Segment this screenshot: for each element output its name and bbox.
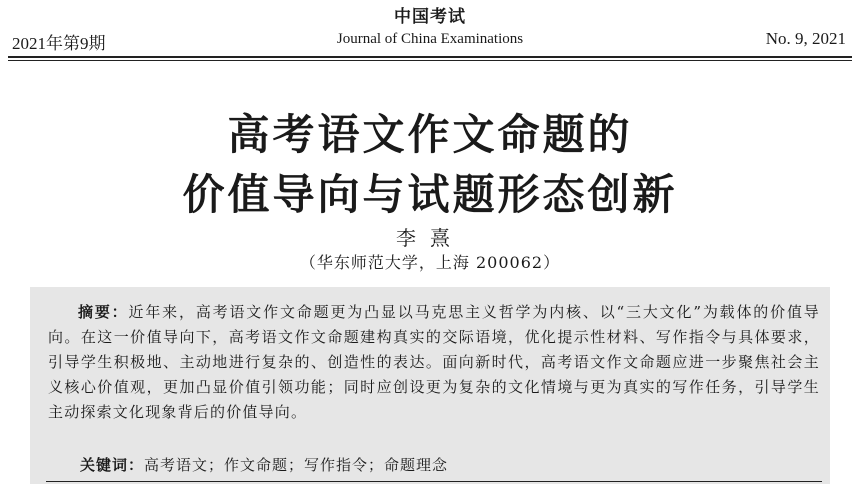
header-rule-thick xyxy=(8,56,852,58)
article-title-line1: 高考语文作文命题的 xyxy=(227,110,633,159)
author-affiliation: （华东师范大学，上海 200062） xyxy=(299,253,561,272)
header-rule-thin xyxy=(8,60,852,61)
author-name: 李熹 xyxy=(396,226,464,250)
keywords-label: 关键词： xyxy=(80,456,145,474)
issue-number-cn: 2021年第9期 xyxy=(12,34,106,53)
issue-number-en: No. 9, 2021 xyxy=(765,29,846,48)
journal-name-cn: 中国考试 xyxy=(394,7,466,27)
abstract-text: 近年来，高考语文作文命题更为凸显以马克思主义哲学为内核、以“三大文化”为载体的价值导向。在这一价值导向下，高考语文作文命题建构真实的交际语境，优化提示性材料、写作指令与具体要求，引导学生积极地、主动地进行复杂的、创造性的表达。面向新时代，高考语文作文命题应进一步聚焦社会主义核心价值观，更加凸显价值引领功能；同时应创设更为复杂的文化情境与更为真实的写作任务，引导学生主动探索文化现象背后的价值导向。 xyxy=(48,303,820,421)
keywords-text: 高考语文；作文命题；写作指令；命题理念 xyxy=(144,456,449,474)
journal-name-en: Journal of China Examinations xyxy=(336,31,524,47)
abstract-label: 摘要： xyxy=(78,303,129,321)
abstract xyxy=(48,300,820,425)
article-title-line2: 价值导向与试题形态创新 xyxy=(182,170,678,219)
keywords xyxy=(80,454,448,475)
abstract-bottom-rule xyxy=(46,481,822,482)
journal-header xyxy=(0,0,860,62)
